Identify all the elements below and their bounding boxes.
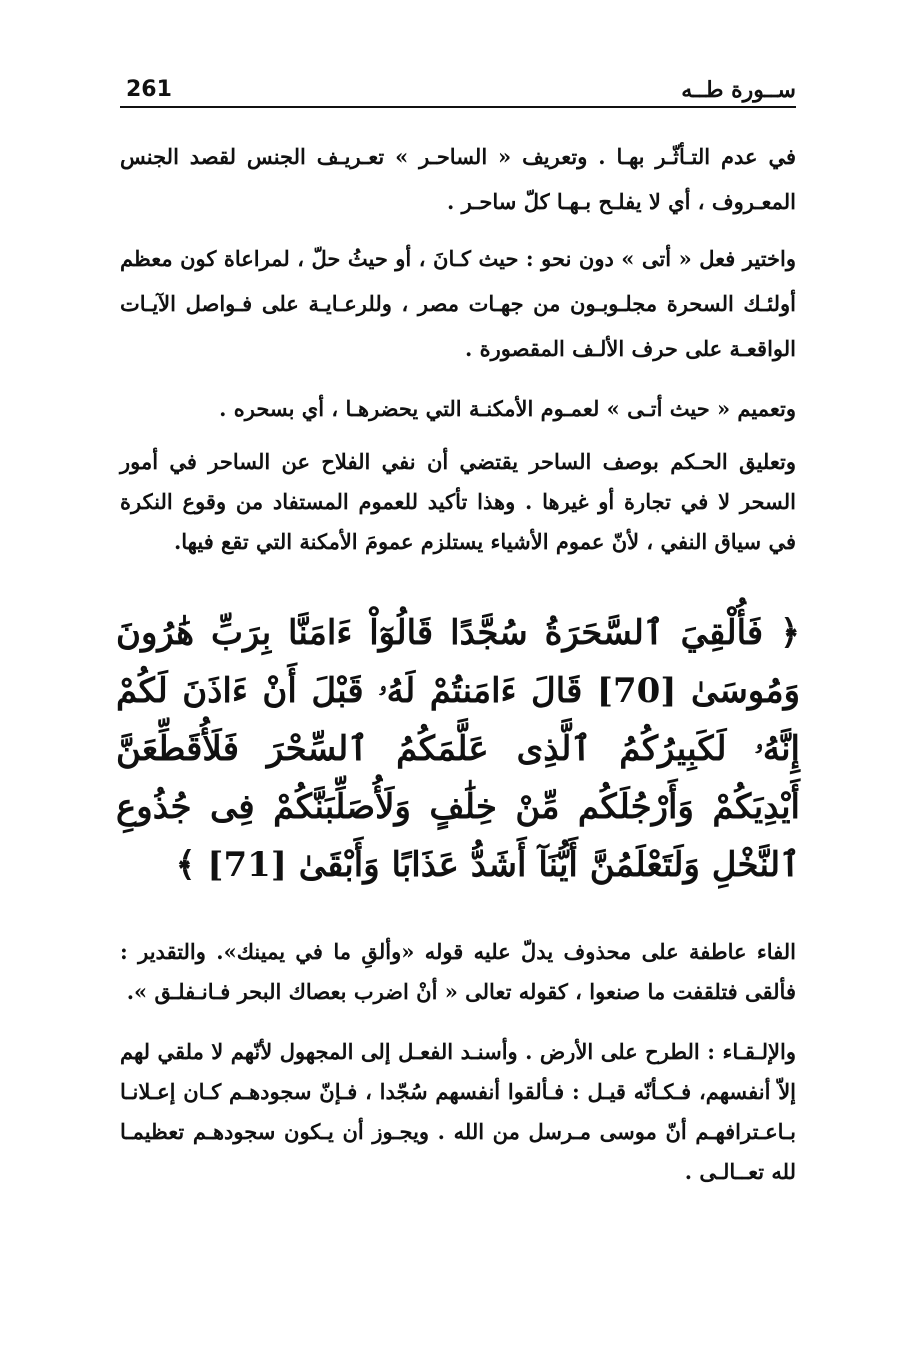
paragraph-3: وتعميم « حيث أتـى » لعمـوم الأمكنـة التي يحضرهـا ، أي بسحره . [219, 396, 796, 421]
ayah-number-70: [70] [596, 671, 677, 711]
paragraph-4: وتعليق الحـكم بوصف الساحر يقتضي أن نفي الفلاح عن الساحر في أمور السحر لا في تجارة أو غيرها . وهذا تأكيد للعموم المستفاد من وقوع النكرة في سياق النفي ، لأنّ عموم الأشياء يستلزم عمومَ الأمكنة التي تقع فيها. [120, 449, 796, 554]
page-number: 261 [126, 77, 172, 102]
header-divider [120, 106, 796, 108]
paragraph-6: والإلـقـاء : الطرح على الأرض . وأسنـد الفعـل إلى المجهول لأنّهم لا ملقي لهم إلاّ أنفسهم، فـكـأنّه قيـل : فـألقوا أنفسهم سُجّدا ، فـإنّ سجودهـم كـان إعـلانـا بـاعـترافهـم أنّ موسى مـرسل من الله . ويجـوز أن يـكون سجودهـم تعظيمـا لله تعــالـى . [120, 1039, 796, 1184]
paragraph-1: في عدم التـأثّـر بهـا . وتعريف « الساحـر » تعـريـف الجنس لقصد الجنس المعـروف ، أي لا يفلـح بـهـا كلّ ساحـر . [120, 144, 796, 214]
verse-text-70: فَأُلْقِيَ ٱلسَّحَرَةُ سُجَّدًا قَالُوٓاْ ءَامَنَّا بِرَبِّ هَٰرُونَ وَمُوسَىٰ [116, 613, 801, 711]
page-header [120, 76, 796, 106]
ayah-number-71: [71] [207, 845, 287, 885]
verse-text-71: قَالَ ءَامَنتُمْ لَهُۥ قَبْلَ أَنْ ءَاذَنَ لَكُمْ إِنَّهُۥ لَكَبِيرُكُمُ ٱلَّذِى عَلَّمَكُمُ ٱلسِّحْرَ فَلَأُقَطِّعَنَّ أَيْدِيَكُمْ وَأَرْجُلَكُم مِّنْ خِلَٰفٍ وَلَأُصَلِّبَنَّكُمْ فِى جُذُوعِ ٱلنَّخْلِ وَلَتَعْلَمُنَّ أَيُّنَآ أَشَدُّ عَذَابًا وَأَبْقَىٰ [116, 671, 800, 885]
surah-title: ســورة طــه [681, 77, 796, 103]
verse-open-bracket: ﴿ [780, 613, 801, 653]
verse-close-bracket: ﴾ [175, 845, 196, 885]
paragraph-5: الفاء عاطفة على محذوف يدلّ عليه قوله «وألقِ ما في يمينك». والتقدير : فألقى فتلقفت ما صنعوا ، كقوله تعالى « أنْ اضرب بعصاك البحر فـانـفلـق ». [120, 939, 796, 1004]
paragraph-2: واختير فعل « أتى » دون نحو : حيث كـانَ ، أو حيثُ حلّ ، لمراعاة كون معظم أولئـك السحرة مجلـوبـون من جهـات مصر ، وللرعـايـة على فـواصل الآيـات الواقعـة على حرف الألـف المقصورة . [120, 246, 796, 361]
quran-verse [116, 604, 800, 894]
